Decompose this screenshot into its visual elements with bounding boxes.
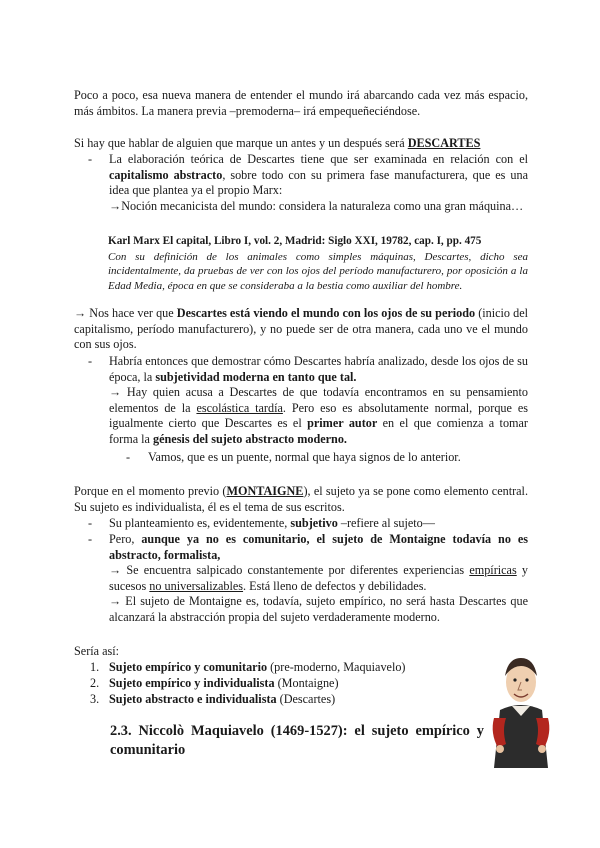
paragraph-bold-text: Descartes está viendo el mundo con los ojos de su periodo bbox=[176, 306, 476, 320]
item-underlined-text: empíricas bbox=[469, 563, 517, 578]
list-bold-text: Sujeto empírico y individualista bbox=[109, 675, 275, 690]
paragraph-text: Sería así: bbox=[74, 644, 120, 658]
item-arrow-text: →Noción mecanicista del mundo: considera la naturaleza como una gran máquina… bbox=[109, 198, 524, 213]
list-item-capitalism bbox=[88, 152, 528, 214]
item-text: Pero, bbox=[109, 532, 142, 546]
list-bold-text: Sujeto abstracto e individualista bbox=[109, 691, 277, 706]
descartes-intro-text: Si hay que hablar de alguien que marque un antes y un después será bbox=[74, 136, 408, 150]
item-bold-text: aunque ya no es comunitario, el sujeto de Montaigne todavía no es abstracto, formalista, bbox=[109, 532, 528, 562]
montaigne-paragraph bbox=[74, 484, 528, 515]
machiavelli-portrait bbox=[490, 648, 552, 768]
item-bold-text: subjetivo bbox=[290, 516, 338, 530]
list-number: 3. bbox=[90, 691, 100, 706]
item-underlined-text: escolástica tardía bbox=[196, 400, 283, 415]
list-number: 2. bbox=[90, 675, 100, 690]
paragraph-text: → Nos hace ver que bbox=[74, 306, 177, 320]
item-text: → Hay quien acusa a Descartes de que todavía encontramos en su pensamiento elementos de la bbox=[109, 385, 528, 415]
item-text: y sucesos bbox=[109, 563, 529, 593]
item-bold-text: subjetividad moderna en tanto que tal. bbox=[155, 369, 357, 384]
bullet-dash: - bbox=[126, 449, 131, 464]
paragraph-text: ), el sujeto ya se pone como elemento central. Su sujeto es individualista, él es el tema de sus escritos. bbox=[74, 484, 528, 514]
list-item bbox=[90, 692, 450, 708]
descartes-name: DESCARTES bbox=[407, 136, 481, 150]
list-item-subjectivity bbox=[88, 354, 528, 465]
list-item bbox=[90, 676, 450, 692]
section-heading: 2.3. Niccolò Maquiavelo (1469-1527): el sujeto empírico y comunitario bbox=[110, 723, 484, 758]
item-text: Habría entonces que demostrar cómo Descartes habría analizado, desde los ojos de su época, la bbox=[109, 354, 528, 384]
item-text: –refiere al sujeto— bbox=[337, 516, 435, 530]
item-text: → Se encuentra salpicado constantemente por diferentes experiencias bbox=[109, 563, 470, 578]
quote-text: Con su definición de los animales como simples máquinas, Descartes, dicho sea incidentalmente, da pruebas de ver con los ojos del período manufacturero, por oposición a la Edad Media, época en que se consideraba a la bestia como auxiliar del hombre. bbox=[108, 250, 528, 292]
item-bold-text: capitalismo abstracto bbox=[109, 167, 223, 182]
bullet-dash: - bbox=[88, 152, 93, 166]
item-bold-text: primer autor bbox=[307, 416, 378, 431]
list-bold-text: Sujeto empírico y comunitario bbox=[109, 660, 268, 674]
item-text: , sobre todo con su primera fase manufacturera, que es una idea que plantea ya el propio Marx: bbox=[109, 167, 528, 198]
item-text: en el que comienza a tomar forma la bbox=[109, 416, 528, 446]
paragraph-text: (inicio del capitalismo, período manufacturero), y no puede ser de otra manera, cada uno ve el mundo con sus ojos. bbox=[74, 306, 529, 352]
intro-text: Poco a poco, esa nueva manera de entender el mundo irá abarcando cada vez más espacio, más ámbitos. La manera previa –premoderna– irá empequeñeciéndose. bbox=[74, 88, 528, 118]
list-number: 1. bbox=[90, 660, 100, 674]
item-arrow-text: → El sujeto de Montaigne es, todavía, sujeto empírico, no será hasta Descartes que alcanzará la abstracción propia del sujeto verdaderamente moderno. bbox=[109, 594, 528, 624]
list-item-not-communitarian bbox=[88, 532, 528, 626]
period-eyes-paragraph bbox=[74, 306, 528, 353]
item-underlined-text: no universalizables bbox=[149, 578, 244, 593]
paragraph-text: Porque en el momento previo ( bbox=[74, 484, 227, 498]
list-item-subjective bbox=[88, 516, 528, 532]
intro-paragraph bbox=[74, 88, 528, 119]
quote-reference: Karl Marx El capital, Libro I, vol. 2, Madrid: Siglo XXI, 19782, cap. I, pp. 475 bbox=[108, 235, 482, 247]
sub-item-bridge bbox=[109, 450, 528, 466]
list-item bbox=[90, 660, 450, 676]
item-text: . Está lleno de defectos y debilidades. bbox=[243, 578, 427, 593]
list-text: (Montaigne) bbox=[274, 675, 339, 690]
montaigne-name: MONTAIGNE bbox=[226, 484, 304, 498]
sub-item-text: Vamos, que es un puente, normal que haya signos de lo anterior. bbox=[148, 449, 461, 464]
bullet-dash: - bbox=[88, 516, 93, 530]
bullet-dash: - bbox=[88, 354, 93, 368]
list-text: (pre-moderno, Maquiavelo) bbox=[267, 660, 406, 674]
bullet-dash: - bbox=[88, 532, 93, 546]
item-text: La elaboración teórica de Descartes tiene que ser examinada en relación con el bbox=[109, 152, 528, 166]
list-text: (Descartes) bbox=[276, 691, 336, 706]
marx-quote-block bbox=[108, 234, 528, 293]
item-text: Su planteamiento es, evidentemente, bbox=[109, 516, 291, 530]
subject-types-list bbox=[90, 660, 450, 707]
item-bold-text: génesis del sujeto abstracto moderno. bbox=[153, 431, 347, 446]
descartes-intro-paragraph bbox=[74, 136, 528, 152]
item-text: . Pero eso es absolutamente normal, porque es igualmente cierto que Descartes es el bbox=[109, 400, 528, 431]
seria-asi-paragraph bbox=[74, 644, 528, 660]
